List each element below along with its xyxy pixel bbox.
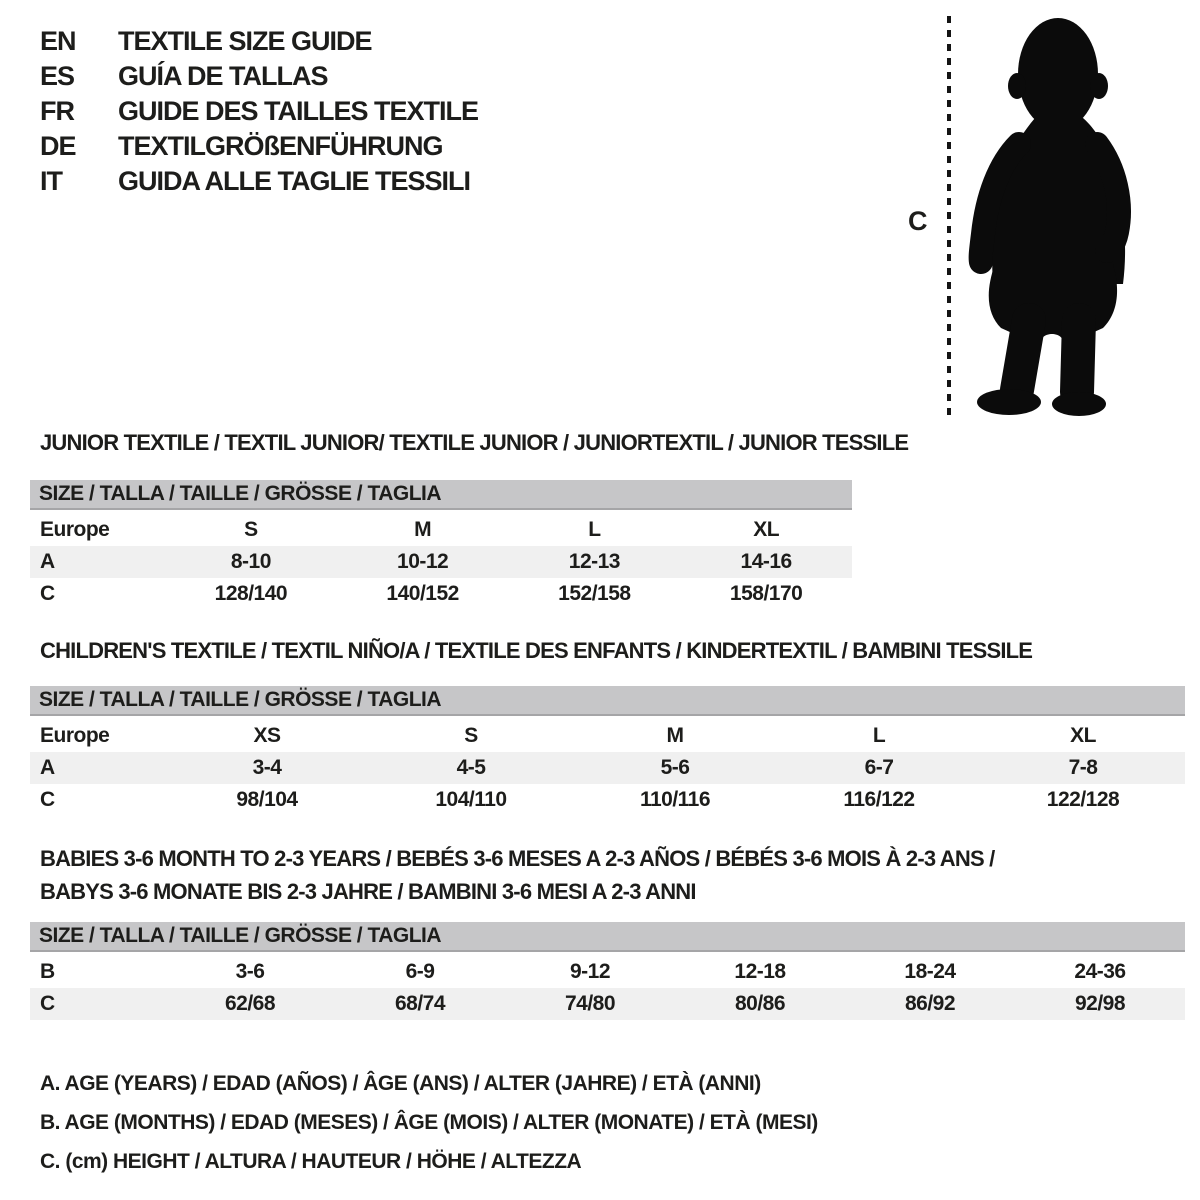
- value-cell: 152/158: [558, 582, 631, 605]
- size-cell: XL: [1070, 724, 1096, 747]
- value-cell: 158/170: [729, 582, 803, 605]
- value-cell: 5-6: [660, 756, 690, 779]
- guide-title: TEXTILE SIZE GUIDE: [118, 26, 372, 56]
- guide-title: GUIDA ALLE TAGLIE TESSILI: [118, 166, 470, 196]
- list-item: [40, 129, 478, 164]
- table-row: [30, 720, 1185, 752]
- row-label: A: [40, 550, 55, 573]
- value-cell: 74/80: [564, 992, 616, 1015]
- row-label: B: [40, 960, 55, 983]
- section-heading-junior: JUNIOR TEXTILE / TEXTIL JUNIOR/ TEXTILE JUNIOR / JUNIORTEXTIL / JUNIOR TESSILE: [40, 430, 909, 455]
- size-cell: L: [588, 518, 601, 541]
- size-cell: S: [464, 724, 478, 747]
- value-cell: 62/68: [224, 992, 276, 1015]
- junior-size-table: [30, 480, 852, 610]
- row-label: Europe: [40, 724, 110, 747]
- value-cell: 12-13: [568, 550, 620, 573]
- row-label: C: [40, 582, 55, 605]
- guide-title: TEXTILGRÖßENFÜHRUNG: [118, 131, 443, 161]
- value-cell: 140/152: [386, 582, 459, 605]
- value-cell: 24-36: [1074, 960, 1126, 983]
- section-heading-children: CHILDREN'S TEXTILE / TEXTIL NIÑO/A / TEXTILE DES ENFANTS / KINDERTEXTIL / BAMBINI TESSILE: [40, 638, 1033, 663]
- value-cell: 12-18: [734, 960, 786, 983]
- table: [30, 720, 1185, 816]
- language-code: IT: [40, 166, 62, 196]
- value-cell: 122/128: [1046, 788, 1120, 811]
- value-cell: 98/104: [236, 788, 298, 811]
- toddler-silhouette-icon: [962, 12, 1140, 416]
- value-cell: 8-10: [230, 550, 271, 573]
- size-cell: L: [872, 724, 886, 747]
- value-cell: 68/74: [394, 992, 446, 1015]
- size-cell: XS: [253, 724, 281, 747]
- value-cell: 6-9: [405, 960, 435, 983]
- table-row: [30, 578, 852, 610]
- size-header-bar: SIZE / TALLA / TAILLE / GRÖSSE / TAGLIA: [30, 686, 1185, 716]
- value-cell: 3-4: [252, 756, 282, 779]
- value-cell: 110/116: [639, 788, 711, 811]
- table-row: [30, 546, 852, 578]
- table: [30, 956, 1185, 1020]
- value-cell: 14-16: [740, 550, 792, 573]
- babies-heading-line2: BABYS 3-6 MONATE BIS 2-3 JAHRE / BAMBINI 3-6 MESI A 2-3 ANNI: [40, 879, 696, 904]
- table-row: [30, 784, 1185, 816]
- table-row: [30, 752, 1185, 784]
- list-item: [40, 94, 478, 129]
- size-cell: M: [414, 518, 432, 541]
- language-code: EN: [40, 26, 76, 56]
- height-measure-dashed-line: [947, 16, 951, 416]
- language-title-list: [40, 24, 478, 199]
- babies-size-table: [30, 922, 1185, 1020]
- legend-notes: [40, 1064, 818, 1181]
- value-cell: 7-8: [1068, 756, 1098, 779]
- row-label: A: [40, 756, 55, 779]
- note-height-cm: C. (cm) HEIGHT / ALTURA / HAUTEUR / HÖHE / ALTEZZA: [40, 1150, 582, 1173]
- list-item: [40, 59, 478, 94]
- table: [30, 514, 852, 610]
- note-age-months: B. AGE (MONTHS) / EDAD (MESES) / ÂGE (MOIS) / ALTER (MONATE) / ETÀ (MESI): [40, 1111, 818, 1134]
- table-row: [30, 988, 1185, 1020]
- value-cell: 116/122: [843, 788, 915, 811]
- size-cell: XL: [753, 518, 780, 541]
- value-cell: 10-12: [397, 550, 449, 573]
- note-age-years: A. AGE (YEARS) / EDAD (AÑOS) / ÂGE (ANS) / ALTER (JAHRE) / ETÀ (ANNI): [40, 1072, 761, 1095]
- row-label: C: [40, 788, 55, 811]
- size-cell: M: [666, 724, 684, 747]
- language-code: DE: [40, 131, 76, 161]
- babies-heading-line1: BABIES 3-6 MONTH TO 2-3 YEARS / BEBÉS 3-6 MESES A 2-3 AÑOS / BÉBÉS 3-6 MOIS À 2-3 ANS /: [40, 846, 995, 871]
- value-cell: 86/92: [904, 992, 956, 1015]
- value-cell: 9-12: [569, 960, 611, 983]
- size-cell: S: [244, 518, 258, 541]
- row-label: C: [40, 992, 55, 1015]
- value-cell: 128/140: [214, 582, 288, 605]
- table-row: [30, 956, 1185, 988]
- language-code: ES: [40, 61, 75, 91]
- value-cell: 92/98: [1074, 992, 1126, 1015]
- table-row: [30, 514, 852, 546]
- value-cell: 104/110: [435, 788, 507, 811]
- size-header-bar: SIZE / TALLA / TAILLE / GRÖSSE / TAGLIA: [30, 480, 852, 510]
- row-label: Europe: [40, 518, 110, 541]
- language-code: FR: [40, 96, 74, 126]
- value-cell: 4-5: [456, 756, 486, 779]
- children-size-table: [30, 686, 1185, 816]
- size-header-bar: SIZE / TALLA / TAILLE / GRÖSSE / TAGLIA: [30, 922, 1185, 952]
- height-measure-label: C: [908, 206, 928, 236]
- list-item: [40, 164, 478, 199]
- value-cell: 3-6: [235, 960, 265, 983]
- guide-title: GUIDE DES TAILLES TEXTILE: [118, 96, 479, 126]
- value-cell: 18-24: [904, 960, 956, 983]
- list-item: [40, 24, 478, 59]
- guide-title: GUÍA DE TALLAS: [118, 61, 328, 91]
- value-cell: 6-7: [864, 756, 894, 779]
- section-heading-babies: [40, 842, 1040, 908]
- value-cell: 80/86: [734, 992, 786, 1015]
